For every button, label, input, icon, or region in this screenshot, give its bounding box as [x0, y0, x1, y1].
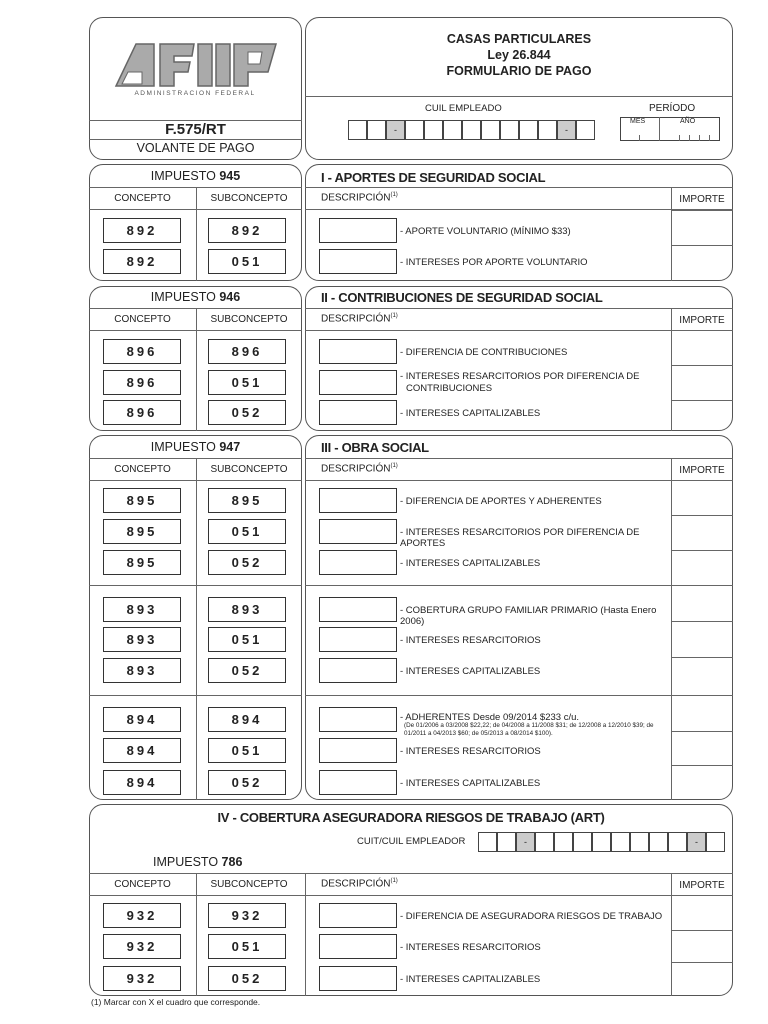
descripcion-checkbox[interactable]	[319, 488, 397, 513]
concepto-code: 893	[103, 597, 181, 622]
descripcion-text: - INTERESES RESARCITORIOS	[400, 746, 541, 757]
digit-cell[interactable]: -	[516, 832, 535, 852]
descripcion-checkbox[interactable]	[319, 934, 397, 959]
descripcion-checkbox[interactable]	[319, 370, 397, 395]
descripcion-text: - ADHERENTES Desde 09/2014 $233 c/u.	[400, 712, 580, 723]
cuil-label: CUIL EMPLEADO	[425, 103, 502, 114]
digit-cell[interactable]	[500, 120, 519, 140]
digit-cell[interactable]	[462, 120, 481, 140]
digit-cell[interactable]	[554, 832, 573, 852]
descripcion-text: - DIFERENCIA DE APORTES Y ADHERENTES	[400, 496, 602, 507]
digit-cell[interactable]	[630, 832, 649, 852]
subconcepto-code: 892	[208, 218, 286, 243]
importe-input[interactable]	[671, 657, 733, 695]
title-line1: CASAS PARTICULARES	[446, 32, 592, 46]
s4-impuesto: IMPUESTO 786	[153, 855, 243, 869]
importe-input[interactable]	[671, 480, 733, 515]
col-importe: IMPORTE	[679, 880, 725, 891]
descripcion-text: - INTERESES CAPITALIZABLES	[400, 666, 541, 677]
concepto-code: 893	[103, 627, 181, 652]
digit-cell[interactable]	[649, 832, 668, 852]
subconcepto-code: 051	[208, 627, 286, 652]
s4-title: IV - COBERTURA ASEGURADORA RIESGOS DE TRABAJO (ART)	[217, 810, 605, 825]
subconcepto-code: 051	[208, 370, 286, 395]
importe-input[interactable]	[671, 515, 733, 550]
subconcepto-code: 052	[208, 770, 286, 795]
concepto-code: 895	[103, 519, 181, 544]
digit-cell[interactable]	[478, 832, 497, 852]
digit-cell[interactable]	[592, 832, 611, 852]
descripcion-checkbox[interactable]	[319, 339, 397, 364]
form-subtitle: VOLANTE DE PAGO	[136, 141, 255, 155]
concepto-code: 894	[103, 707, 181, 732]
digit-cell[interactable]	[497, 832, 516, 852]
descripcion-checkbox[interactable]	[319, 597, 397, 622]
importe-input[interactable]	[671, 962, 733, 996]
descripcion-text: - INTERESES RESARCITORIOS	[400, 635, 541, 646]
descripcion-checkbox[interactable]	[319, 218, 397, 243]
digit-cell[interactable]	[405, 120, 424, 140]
descripcion-text: - APORTE VOLUNTARIO (MÍNIMO $33)	[400, 226, 571, 237]
concepto-code: 896	[103, 400, 181, 425]
col-concepto: CONCEPTO	[114, 879, 171, 890]
descripcion-text: - INTERESES RESARCITORIOS POR DIFERENCIA DE APORTES	[400, 527, 640, 549]
s3-impuesto: IMPUESTO 947	[150, 440, 241, 454]
descripcion-text: - INTERESES POR APORTE VOLUNTARIO	[400, 257, 588, 268]
importe-input[interactable]	[671, 400, 733, 431]
s2-impuesto: IMPUESTO 946	[150, 290, 241, 304]
importe-input[interactable]	[671, 210, 733, 245]
col-importe: IMPORTE	[679, 465, 725, 476]
concepto-code: 894	[103, 770, 181, 795]
concepto-code: 892	[103, 249, 181, 274]
col-descripcion: DESCRIPCIÓN$^{(1)}$	[321, 463, 398, 475]
digit-cell[interactable]	[706, 832, 725, 852]
anio-label: AÑO	[680, 118, 696, 125]
s2-title: II - CONTRIBUCIONES DE SEGURIDAD SOCIAL	[321, 290, 603, 305]
importe-input[interactable]	[671, 695, 733, 731]
digit-cell[interactable]	[573, 832, 592, 852]
digit-cell[interactable]: -	[687, 832, 706, 852]
subconcepto-code: 893	[208, 597, 286, 622]
digit-cell[interactable]	[443, 120, 462, 140]
descripcion-text: - DIFERENCIA DE CONTRIBUCIONES	[400, 347, 568, 358]
col-importe: IMPORTE	[679, 315, 725, 326]
importe-input[interactable]	[671, 550, 733, 585]
afip-logo-icon	[114, 42, 278, 88]
importe-input[interactable]	[671, 330, 733, 365]
descripcion-checkbox[interactable]	[319, 707, 397, 732]
col-concepto: CONCEPTO	[114, 314, 171, 325]
mes-label: MES	[630, 118, 646, 125]
descripcion-checkbox[interactable]	[319, 966, 397, 991]
descripcion-text: - INTERESES CAPITALIZABLES	[400, 408, 541, 419]
subconcepto-code: 894	[208, 707, 286, 732]
digit-cell[interactable]: -	[557, 120, 576, 140]
descripcion-note: (De 01/2006 a 03/2008 $22,22; de 04/2008 a 11/2008 $31; de 12/2008 a 12/2010 $39; de 01/2011 a 04/2013 $60; de 05/2013 a 08/2014 $100).	[404, 722, 654, 737]
concepto-code: 896	[103, 339, 181, 364]
subconcepto-code: 052	[208, 400, 286, 425]
subconcepto-code: 051	[208, 738, 286, 763]
importe-input[interactable]	[671, 930, 733, 962]
subconcepto-code: 052	[208, 550, 286, 575]
concepto-code: 895	[103, 550, 181, 575]
subconcepto-code: 051	[208, 934, 286, 959]
s4-cuit-label: CUIT/CUIL EMPLEADOR	[357, 836, 466, 847]
col-descripcion: DESCRIPCIÓN$^{(1)}$	[321, 878, 398, 890]
subconcepto-code: 052	[208, 966, 286, 991]
digit-cell[interactable]	[519, 120, 538, 140]
descripcion-checkbox[interactable]	[319, 770, 397, 795]
title-line3: FORMULARIO DE PAGO	[446, 64, 592, 78]
concepto-code: 892	[103, 218, 181, 243]
descripcion-text: - DIFERENCIA DE ASEGURADORA RIESGOS DE TRABAJO	[400, 911, 663, 922]
digit-cell[interactable]	[535, 832, 554, 852]
col-descripcion: DESCRIPCIÓN$^{(1)}$	[321, 192, 398, 204]
importe-input[interactable]	[671, 585, 733, 621]
subconcepto-code: 932	[208, 903, 286, 928]
importe-input[interactable]	[671, 731, 733, 765]
descripcion-text: - INTERESES CAPITALIZABLES	[400, 558, 541, 569]
org-name: ADMINISTRACION FEDERAL	[134, 90, 256, 97]
descripcion-text: - INTERESES RESARCITORIOS POR DIFERENCIA DE	[400, 371, 640, 382]
col-subconcepto: SUBCONCEPTO	[210, 193, 288, 204]
digit-cell[interactable]	[668, 832, 687, 852]
descripcion-text-cont: CONTRIBUCIONES	[406, 383, 493, 394]
subconcepto-code: 051	[208, 519, 286, 544]
s3-title: III - OBRA SOCIAL	[321, 440, 429, 455]
concepto-code: 894	[103, 738, 181, 763]
descripcion-text: - INTERESES CAPITALIZABLES	[400, 778, 541, 789]
subconcepto-code: 895	[208, 488, 286, 513]
descripcion-checkbox[interactable]	[319, 627, 397, 652]
descripcion-checkbox[interactable]	[319, 738, 397, 763]
title-line2: Ley 26.844	[487, 48, 551, 62]
s1-impuesto: IMPUESTO 945	[150, 169, 241, 183]
s1-title: I - APORTES DE SEGURIDAD SOCIAL	[321, 170, 546, 185]
importe-input[interactable]	[671, 245, 733, 281]
descripcion-text: - INTERESES CAPITALIZABLES	[400, 974, 541, 985]
periodo-label: PERÍODO	[649, 103, 696, 114]
digit-cell[interactable]	[611, 832, 630, 852]
col-subconcepto: SUBCONCEPTO	[210, 464, 288, 475]
digit-cell[interactable]	[367, 120, 386, 140]
digit-cell[interactable]	[424, 120, 443, 140]
subconcepto-code: 896	[208, 339, 286, 364]
importe-input[interactable]	[671, 621, 733, 657]
concepto-code: 932	[103, 903, 181, 928]
digit-cell[interactable]: -	[386, 120, 405, 140]
descripcion-text: - COBERTURA GRUPO FAMILIAR PRIMARIO (Hasta Enero 2006)	[400, 605, 657, 627]
concepto-code: 895	[103, 488, 181, 513]
descripcion-checkbox[interactable]	[319, 903, 397, 928]
col-descripcion: DESCRIPCIÓN$^{(1)}$	[321, 313, 398, 325]
concepto-code: 893	[103, 658, 181, 683]
importe-input[interactable]	[671, 365, 733, 400]
form-code: F.575/RT	[165, 121, 226, 138]
subconcepto-code: 052	[208, 658, 286, 683]
descripcion-checkbox[interactable]	[319, 550, 397, 575]
digit-cell[interactable]	[348, 120, 367, 140]
concepto-code: 932	[103, 934, 181, 959]
col-concepto: CONCEPTO	[114, 464, 171, 475]
descripcion-text: - INTERESES RESARCITORIOS	[400, 942, 541, 953]
concepto-code: 932	[103, 966, 181, 991]
col-importe: IMPORTE	[679, 194, 725, 205]
descripcion-checkbox[interactable]	[319, 658, 397, 683]
digit-cell[interactable]	[576, 120, 595, 140]
footnote: (1) Marcar con X el cuadro que corresponde.	[91, 997, 261, 1007]
descripcion-checkbox[interactable]	[319, 249, 397, 274]
descripcion-checkbox[interactable]	[319, 400, 397, 425]
digit-cell[interactable]	[481, 120, 500, 140]
col-concepto: CONCEPTO	[114, 193, 171, 204]
concepto-code: 896	[103, 370, 181, 395]
col-subconcepto: SUBCONCEPTO	[210, 879, 288, 890]
importe-input[interactable]	[671, 895, 733, 930]
subconcepto-code: 051	[208, 249, 286, 274]
importe-input[interactable]	[671, 765, 733, 800]
digit-cell[interactable]	[538, 120, 557, 140]
descripcion-checkbox[interactable]	[319, 519, 397, 544]
col-subconcepto: SUBCONCEPTO	[210, 314, 288, 325]
